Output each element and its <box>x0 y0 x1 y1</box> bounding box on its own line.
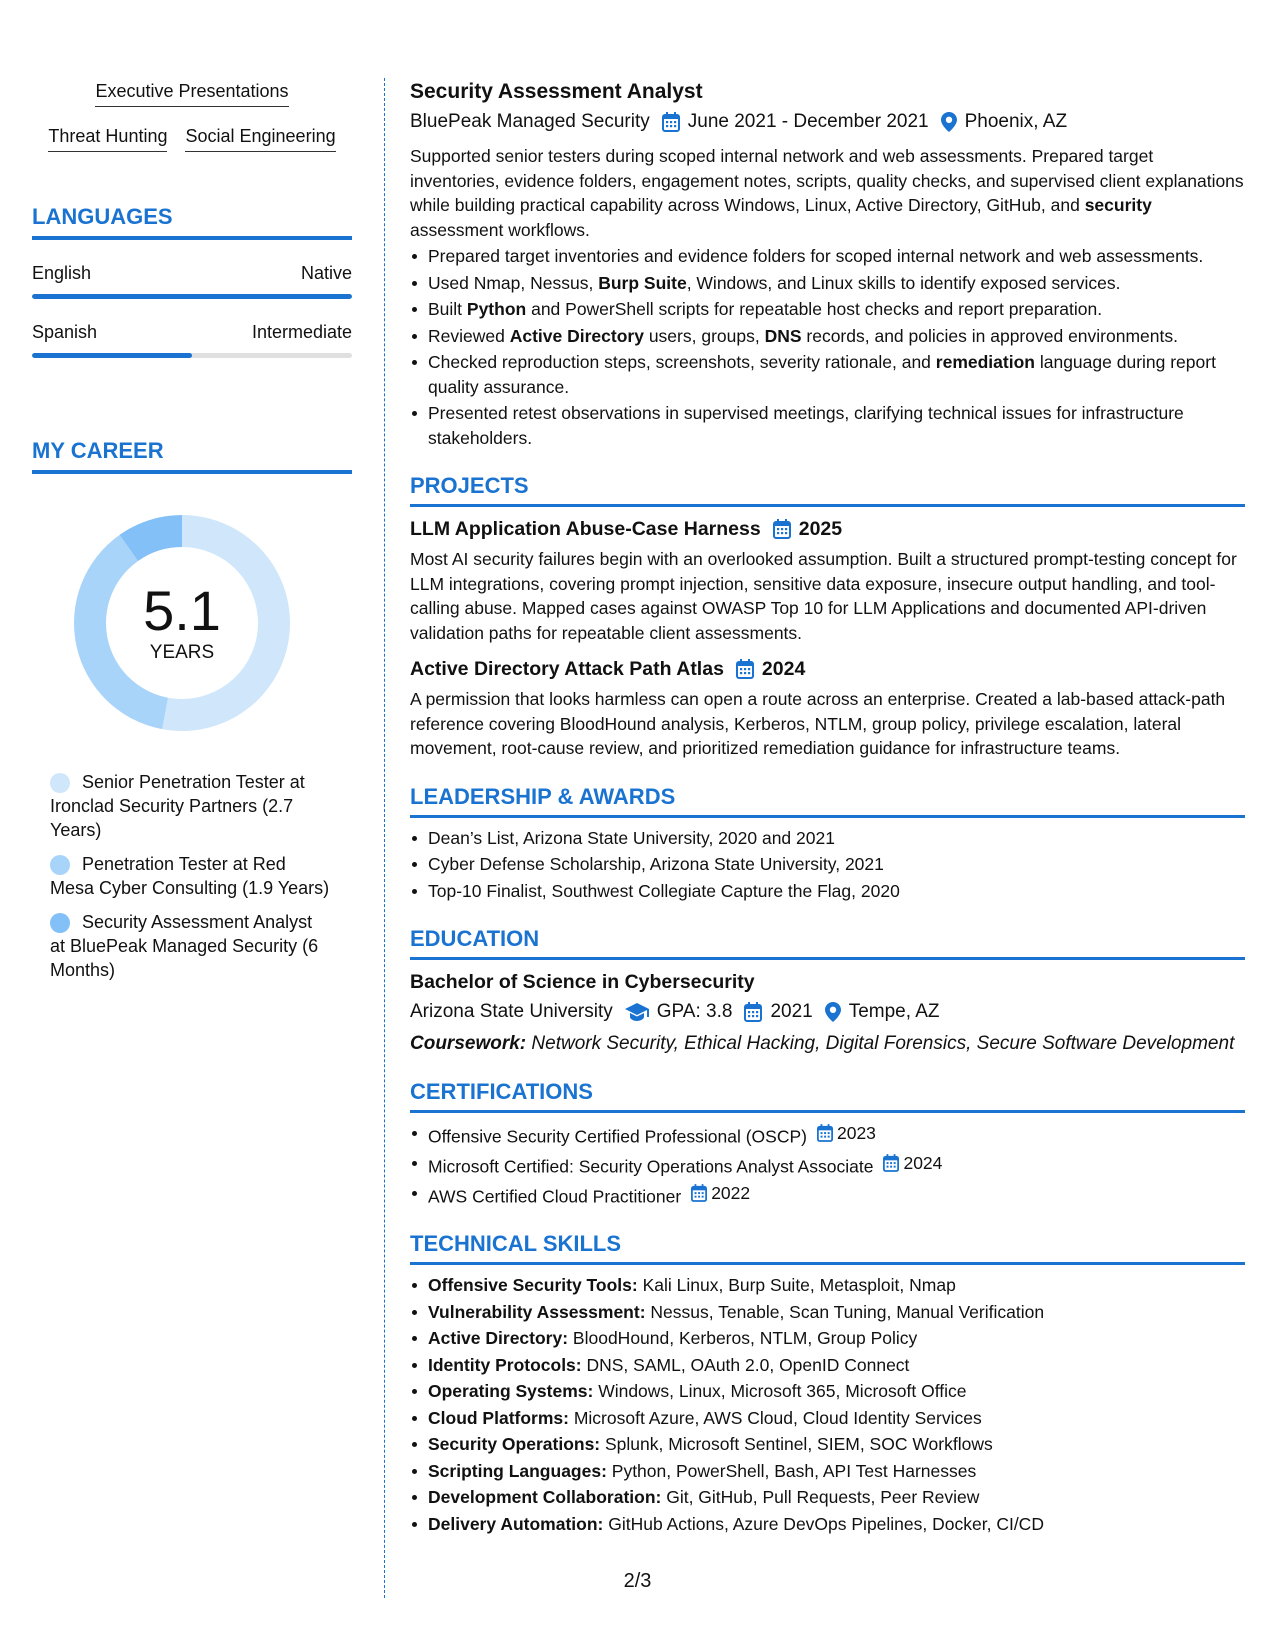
language-name: Spanish <box>32 322 98 342</box>
calendar-icon <box>773 519 791 539</box>
list-item: Identity Protocols: DNS, SAML, OAuth 2.0, OpenID Connect <box>410 1353 1245 1378</box>
list-item: Dean’s List, Arizona State University, 2020 and 2021 <box>410 826 1245 851</box>
project-description: A permission that looks harmless can open a route across an enterprise. Created a lab-based attack-path reference covering BloodHound analysis, Kerberos, NTLM, group policy, privilege escalation, lateral movement, root-cause review, and prioritized remediation guidance for infrastructure teams. <box>410 689 1226 758</box>
list-item: Microsoft Certified: Security Operations Analyst Associate 2024 <box>410 1151 1245 1179</box>
skill-tag: Executive Presentations <box>95 80 288 107</box>
project-item <box>410 655 1245 761</box>
education-year: 2021 <box>770 1001 813 1022</box>
career-total-unit: YEARS <box>149 642 215 663</box>
skill-tag: Threat Hunting <box>48 125 167 152</box>
list-item: Presented retest observations in supervised meetings, clarifying technical issues for infrastructure stakeholders. <box>410 401 1245 450</box>
list-item: Used Nmap, Nessus, Burp Suite, Windows, and Linux skills to identify exposed services. <box>410 271 1245 296</box>
project-year: 2025 <box>798 518 843 540</box>
job-dates: June 2021 - December 2021 <box>687 111 929 132</box>
calendar-icon <box>883 1154 899 1172</box>
list-item: Development Collaboration: Git, GitHub, Pull Requests, Peer Review <box>410 1485 1245 1510</box>
job-bullets <box>410 244 1245 450</box>
career-donut-chart <box>32 508 352 748</box>
location-pin-icon <box>825 1002 841 1022</box>
list-item: Reviewed Active Directory users, groups, DNS records, and policies in approved environments. <box>410 324 1245 349</box>
career-legend-item <box>50 910 332 982</box>
project-name: LLM Application Abuse-Case Harness <box>410 518 761 540</box>
legend-label: Senior Penetration Tester at Ironclad Security Partners (2.7 Years) <box>50 772 305 840</box>
calendar-icon <box>744 1002 762 1022</box>
language-item <box>32 262 352 299</box>
education-location: Tempe, AZ <box>848 1001 940 1022</box>
legend-dot <box>50 913 70 933</box>
project-description: Most AI security failures begin with an overlooked assumption. Built a structured prompt-testing concept for LLM integrations, covering prompt injection, sensitive data exposure, insecure output handling, and tool-calling abuse. Mapped cases against OWASP Top 10 for LLM Applications and documented API-driven validation paths for repeatable client assessments. <box>410 549 1237 643</box>
legend-dot <box>50 773 70 793</box>
calendar-icon <box>736 659 754 679</box>
list-item: Delivery Automation: GitHub Actions, Azure DevOps Pipelines, Docker, CI/CD <box>410 1512 1245 1537</box>
language-proficiency-bar <box>32 353 352 358</box>
list-item: Security Operations: Splunk, Microsoft Sentinel, SIEM, SOC Workflows <box>410 1432 1245 1457</box>
list-item: Cloud Platforms: Microsoft Azure, AWS Cloud, Cloud Identity Services <box>410 1406 1245 1431</box>
calendar-icon <box>691 1184 707 1202</box>
page-number: 2/3 <box>623 1570 652 1592</box>
legend-label: Security Assessment Analyst at BluePeak Managed Security (6 Months) <box>50 912 319 980</box>
skill-tags-row-1 <box>32 80 352 107</box>
list-item: Offensive Security Tools: Kali Linux, Burp Suite, Metasploit, Nmap <box>410 1273 1245 1298</box>
project-name: Active Directory Attack Path Atlas <box>410 658 724 680</box>
job-company: BluePeak Managed Security <box>410 111 650 132</box>
legend-dot <box>50 855 70 875</box>
list-item: Built Python and PowerShell scripts for repeatable host checks and report preparation. <box>410 297 1245 322</box>
skill-tags-row-2 <box>32 125 352 152</box>
column-divider <box>384 78 385 1598</box>
list-item: AWS Certified Cloud Practitioner 2022 <box>410 1181 1245 1209</box>
projects-heading: PROJECTS <box>410 472 1245 507</box>
list-item: Scripting Languages: Python, PowerShell, Bash, API Test Harnesses <box>410 1459 1245 1484</box>
career-legend-item <box>50 852 332 900</box>
language-name: English <box>32 263 92 283</box>
language-proficiency-bar <box>32 294 352 299</box>
job-title: Security Assessment Analyst <box>410 80 703 103</box>
legend-label: Penetration Tester at Red Mesa Cyber Consulting (1.9 Years) <box>50 854 330 898</box>
education-coursework: Coursework: Network Security, Ethical Hacking, Digital Forensics, Secure Software Development <box>410 1033 1235 1054</box>
career-legend <box>32 770 332 982</box>
list-item: Vulnerability Assessment: Nessus, Tenable, Scan Tuning, Manual Verification <box>410 1300 1245 1325</box>
language-item <box>32 321 352 358</box>
job-summary: Supported senior testers during scoped internal network and web assessments. Prepared target inventories, evidence folders, engagement notes, scripts, quality checks, and supervised client explanations while building practical capability across Windows, Linux, Active Directory, GitHub, and security assessment workflows. <box>410 146 1244 240</box>
skill-tag: Social Engineering <box>185 125 335 152</box>
language-level: Intermediate <box>251 322 352 342</box>
education-heading: EDUCATION <box>410 925 1245 960</box>
list-item: Cyber Defense Scholarship, Arizona State University, 2021 <box>410 852 1245 877</box>
skills-heading: TECHNICAL SKILLS <box>410 1230 1245 1265</box>
career-total-years: 5.1 <box>143 579 221 642</box>
list-item: Checked reproduction steps, screenshots, severity rationale, and remediation language during report quality assurance. <box>410 350 1245 399</box>
project-item <box>410 515 1245 645</box>
calendar-icon <box>662 112 680 132</box>
location-pin-icon <box>941 112 957 132</box>
list-item: Top-10 Finalist, Southwest Collegiate Capture the Flag, 2020 <box>410 879 1245 904</box>
awards-heading: LEADERSHIP & AWARDS <box>410 783 1245 818</box>
certifications-heading: CERTIFICATIONS <box>410 1078 1245 1113</box>
education-meta <box>410 998 1245 1026</box>
list-item: Offensive Security Certified Professional (OSCP) 2023 <box>410 1121 1245 1149</box>
education-school: Arizona State University <box>410 1001 613 1022</box>
language-level: Native <box>300 263 352 283</box>
awards-list <box>410 826 1245 904</box>
left-column <box>32 80 352 992</box>
skills-list <box>410 1273 1245 1536</box>
education-degree: Bachelor of Science in Cybersecurity <box>410 971 755 993</box>
calendar-icon <box>817 1124 833 1142</box>
list-item: Prepared target inventories and evidence folders for scoped internal network and web assessments. <box>410 244 1245 269</box>
career-legend-item <box>50 770 332 842</box>
career-heading: MY CAREER <box>32 438 352 474</box>
job-meta <box>410 108 1245 136</box>
list-item: Operating Systems: Windows, Linux, Microsoft 365, Microsoft Office <box>410 1379 1245 1404</box>
right-column <box>410 78 1245 1538</box>
job-location: Phoenix, AZ <box>964 111 1068 132</box>
education-gpa: GPA: 3.8 <box>656 1001 733 1022</box>
graduation-cap-icon <box>625 1003 649 1021</box>
project-year: 2024 <box>761 658 806 680</box>
list-item: Active Directory: BloodHound, Kerberos, NTLM, Group Policy <box>410 1326 1245 1351</box>
certifications-list <box>410 1121 1245 1208</box>
languages-heading: LANGUAGES <box>32 204 352 240</box>
